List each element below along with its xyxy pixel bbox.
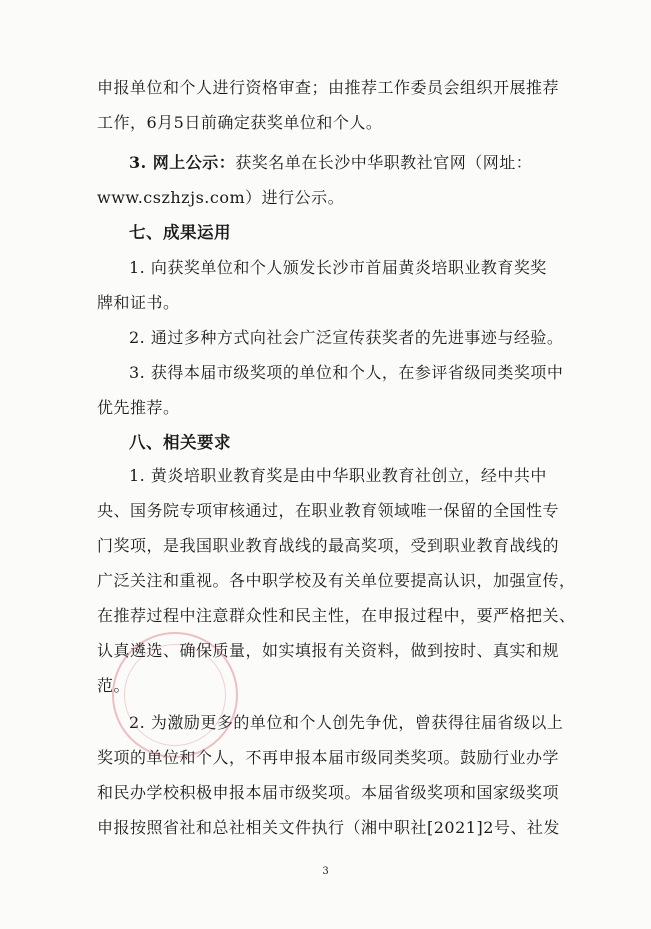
text-line: www.cszhzjs.com）进行公示。 (97, 188, 345, 207)
text-line: 央、国务院专项审核通过，在职业教育领域唯一保留的全国性专 (97, 501, 560, 520)
paragraph-publicity-cont (97, 180, 577, 215)
text-line: 认真遴选、确保质量，如实填报有关资料，做到按时、真实和规 (97, 641, 560, 660)
text-line: 申报按照省社和总社相关文件执行（湘中职社[2021]2号、社发 (97, 818, 560, 837)
item-text: 获奖名单在长沙中华职教社官网（网址： (235, 153, 533, 172)
text-line: 1. 向获奖单位和个人颁发长沙市首届黄炎培职业教育奖奖 (129, 258, 547, 277)
section-heading-results: 七、成果运用 (129, 223, 231, 242)
text-line (129, 145, 579, 180)
paragraph-incentive (97, 705, 577, 845)
paragraph-publicity (129, 145, 579, 180)
text-line: 申报单位和个人进行资格审查；由推荐工作委员会组织开展推荐 (97, 78, 560, 97)
text-line: 牌和证书。 (97, 293, 180, 312)
text-line: 广泛关注和重视。各中职学校及有关单位要提高认识，加强宣传， (97, 571, 576, 590)
paragraph-award-plaque (97, 250, 577, 320)
text-line: 门奖项，是我国职业教育战线的最高奖项，受到职业教育战线的 (97, 536, 560, 555)
paragraph-award-description (97, 458, 577, 703)
text-line: 奖项的单位和个人，不再申报本届市级同类奖项。鼓励行业办学 (97, 748, 560, 767)
page-number: 3 (322, 866, 329, 877)
text-line: 工作，6月5日前确定获奖单位和个人。 (97, 113, 383, 132)
text-line: 2. 为激励更多的单位和个人创先争优，曾获得往届省级以上 (129, 713, 564, 732)
paragraph-publicize (97, 320, 577, 355)
text-line: 在推荐过程中注意群众性和民主性，在申报过程中，要严格把关、 (97, 606, 576, 625)
paragraph-review (97, 70, 577, 140)
text-line: 和民办学校积极申报本届市级奖项。本届省级奖项和国家级奖项 (97, 783, 560, 802)
text-line: 2. 通过多种方式向社会广泛宣传获奖者的先进事迹与经验。 (129, 328, 564, 347)
text-line: 范。 (97, 676, 131, 695)
section-heading-requirements: 八、相关要求 (129, 433, 231, 452)
paragraph-priority (97, 355, 577, 425)
text-line: 优先推荐。 (97, 398, 180, 417)
text-line: 3. 获得本届市级奖项的单位和个人，在参评省级同类奖项中 (129, 363, 564, 382)
item-label: 3. 网上公示： (129, 153, 236, 172)
text-line: 1. 黄炎培职业教育奖是由中华职业教育社创立，经中共中 (129, 466, 547, 485)
